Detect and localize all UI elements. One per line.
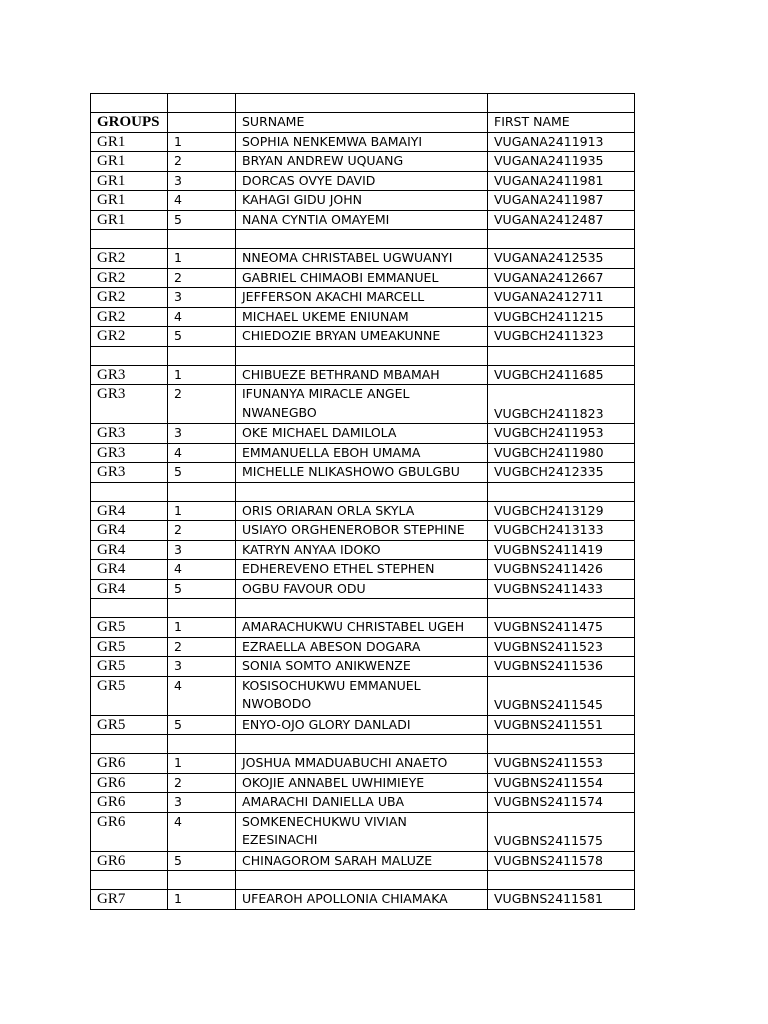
group-cell: GR1 (91, 132, 168, 152)
group-cell: GR2 (91, 327, 168, 347)
number-cell: 1 (168, 249, 236, 269)
header-groups: GROUPS (91, 113, 168, 133)
empty-cell (236, 735, 488, 754)
table-body (91, 94, 635, 910)
surname-cell: KOSISOCHUKWU EMMANUEL NWOBODO (236, 676, 488, 715)
table-row (91, 540, 635, 560)
table-row (91, 890, 635, 910)
first-name-cell: VUGANA2412711 (488, 288, 635, 308)
table-row (91, 268, 635, 288)
first-name-cell: VUGBNS2411578 (488, 851, 635, 871)
surname-cell: EDHEREVENO ETHEL STEPHEN (236, 560, 488, 580)
surname-cell: AMARACHUKWU CHRISTABEL UGEH (236, 618, 488, 638)
empty-cell (488, 871, 635, 890)
number-cell: 2 (168, 521, 236, 541)
spacer-row (91, 346, 635, 365)
group-cell: GR3 (91, 463, 168, 483)
empty-cell (168, 599, 236, 618)
surname-cell: CHIBUEZE BETHRAND MBAMAH (236, 365, 488, 385)
table-row (91, 851, 635, 871)
empty-cell (168, 482, 236, 501)
number-cell: 2 (168, 268, 236, 288)
surname-cell: NNEOMA CHRISTABEL UGWUANYI (236, 249, 488, 269)
empty-cell (91, 230, 168, 249)
number-cell: 4 (168, 191, 236, 211)
surname-cell: EZRAELLA ABESON DOGARA (236, 637, 488, 657)
surname-cell: OGBU FAVOUR ODU (236, 579, 488, 599)
empty-cell (91, 599, 168, 618)
surname-cell: CHINAGOROM SARAH MALUZE (236, 851, 488, 871)
group-cell: GR3 (91, 365, 168, 385)
empty-cell (236, 871, 488, 890)
surname-cell: NANA CYNTIA OMAYEMI (236, 210, 488, 230)
surname-cell: MICHAEL UKEME ENIUNAM (236, 307, 488, 327)
number-cell: 2 (168, 385, 236, 424)
empty-cell (91, 94, 168, 113)
header-first-name: FIRST NAME (488, 113, 635, 133)
group-cell: GR1 (91, 171, 168, 191)
first-name-cell: VUGBCH2411953 (488, 424, 635, 444)
table-row (91, 385, 635, 424)
group-cell: GR2 (91, 268, 168, 288)
surname-cell: ORIS ORIARAN ORLA SKYLA (236, 501, 488, 521)
group-cell: GR4 (91, 521, 168, 541)
number-cell: 1 (168, 365, 236, 385)
table-row (91, 191, 635, 211)
first-name-cell: VUGBNS2411545 (488, 676, 635, 715)
first-name-cell: VUGANA2411913 (488, 132, 635, 152)
spacer-row (91, 735, 635, 754)
group-cell: GR5 (91, 715, 168, 735)
number-cell: 2 (168, 152, 236, 172)
empty-cell (236, 94, 488, 113)
spacer-row (91, 599, 635, 618)
table-row (91, 793, 635, 813)
spacer-row (91, 871, 635, 890)
surname-cell: USIAYO ORGHENEROBOR STEPHINE (236, 521, 488, 541)
surname-cell: DORCAS OVYE DAVID (236, 171, 488, 191)
number-cell: 5 (168, 851, 236, 871)
table-row (91, 501, 635, 521)
group-cell: GR1 (91, 210, 168, 230)
group-cell: GR4 (91, 501, 168, 521)
empty-cell (236, 346, 488, 365)
surname-cell: JEFFERSON AKACHI MARCELL (236, 288, 488, 308)
empty-cell (236, 230, 488, 249)
table-row (91, 288, 635, 308)
surname-cell: AMARACHI DANIELLA UBA (236, 793, 488, 813)
group-cell: GR2 (91, 288, 168, 308)
surname-cell: OKE MICHAEL DAMILOLA (236, 424, 488, 444)
table-row (91, 132, 635, 152)
empty-cell (168, 735, 236, 754)
number-cell: 5 (168, 715, 236, 735)
group-cell: GR6 (91, 793, 168, 813)
group-cell: GR4 (91, 560, 168, 580)
first-name-cell: VUGANA2411987 (488, 191, 635, 211)
surname-cell: KAHAGI GIDU JOHN (236, 191, 488, 211)
empty-cell (91, 346, 168, 365)
table-row (91, 443, 635, 463)
number-cell: 5 (168, 579, 236, 599)
surname-cell: JOSHUA MMADUABUCHI ANAETO (236, 754, 488, 774)
group-cell: GR1 (91, 152, 168, 172)
number-cell: 2 (168, 773, 236, 793)
surname-cell: OKOJIE ANNABEL UWHIMIEYE (236, 773, 488, 793)
table-row (91, 754, 635, 774)
table-row (91, 715, 635, 735)
table-row (91, 657, 635, 677)
first-name-cell: VUGANA2412667 (488, 268, 635, 288)
group-cell: GR6 (91, 851, 168, 871)
number-cell: 3 (168, 540, 236, 560)
surname-cell: BRYAN ANDREW UQUANG (236, 152, 488, 172)
number-cell: 4 (168, 443, 236, 463)
surname-cell: CHIEDOZIE BRYAN UMEAKUNNE (236, 327, 488, 347)
surname-cell: MICHELLE NLIKASHOWO GBULGBU (236, 463, 488, 483)
empty-cell (488, 346, 635, 365)
first-name-cell: VUGBCH2411323 (488, 327, 635, 347)
surname-cell: SONIA SOMTO ANIKWENZE (236, 657, 488, 677)
empty-cell (91, 871, 168, 890)
empty-cell (236, 482, 488, 501)
empty-cell (488, 94, 635, 113)
surname-cell: SOMKENECHUKWU VIVIAN EZESINACHI (236, 812, 488, 851)
surname-cell: UFEAROH APOLLONIA CHIAMAKA (236, 890, 488, 910)
first-name-cell: VUGBNS2411475 (488, 618, 635, 638)
first-name-cell: VUGBNS2411553 (488, 754, 635, 774)
number-cell: 4 (168, 560, 236, 580)
number-cell: 1 (168, 890, 236, 910)
empty-cell (168, 871, 236, 890)
empty-cell (488, 230, 635, 249)
table-row (91, 637, 635, 657)
first-name-cell: VUGBNS2411426 (488, 560, 635, 580)
group-cell: GR6 (91, 773, 168, 793)
first-name-cell: VUGANA2412535 (488, 249, 635, 269)
table-row (91, 327, 635, 347)
group-cell: GR3 (91, 424, 168, 444)
surname-cell: GABRIEL CHIMAOBI EMMANUEL (236, 268, 488, 288)
first-name-cell: VUGBCH2411980 (488, 443, 635, 463)
table-row (91, 424, 635, 444)
first-name-cell: VUGBNS2411581 (488, 890, 635, 910)
first-name-cell: VUGBCH2411215 (488, 307, 635, 327)
header-row (91, 113, 635, 133)
number-cell: 5 (168, 327, 236, 347)
number-cell: 1 (168, 618, 236, 638)
surname-cell: ENYO-OJO GLORY DANLADI (236, 715, 488, 735)
number-cell: 5 (168, 210, 236, 230)
empty-cell (236, 599, 488, 618)
group-cell: GR6 (91, 754, 168, 774)
empty-cell (488, 482, 635, 501)
empty-cell (488, 599, 635, 618)
first-name-cell: VUGBNS2411574 (488, 793, 635, 813)
spacer-row (91, 94, 635, 113)
first-name-cell: VUGBNS2411551 (488, 715, 635, 735)
number-cell: 3 (168, 793, 236, 813)
table-row (91, 249, 635, 269)
group-cell: GR4 (91, 579, 168, 599)
table-row (91, 307, 635, 327)
group-cell: GR7 (91, 890, 168, 910)
empty-cell (91, 482, 168, 501)
table-row (91, 521, 635, 541)
empty-cell (168, 230, 236, 249)
number-cell: 4 (168, 676, 236, 715)
table-row (91, 812, 635, 851)
group-cell: GR6 (91, 812, 168, 851)
number-cell: 2 (168, 637, 236, 657)
number-cell: 3 (168, 657, 236, 677)
table-row (91, 560, 635, 580)
header-surname: SURNAME (236, 113, 488, 133)
empty-cell (168, 94, 236, 113)
first-name-cell: VUGBNS2411575 (488, 812, 635, 851)
first-name-cell: VUGBCH2413133 (488, 521, 635, 541)
spacer-row (91, 482, 635, 501)
header-number (168, 113, 236, 133)
first-name-cell: VUGANA2411981 (488, 171, 635, 191)
group-cell: GR2 (91, 307, 168, 327)
surname-cell: SOPHIA NENKEMWA BAMAIYI (236, 132, 488, 152)
first-name-cell: VUGANA2411935 (488, 152, 635, 172)
table-row (91, 618, 635, 638)
table-row (91, 210, 635, 230)
table-row (91, 365, 635, 385)
group-cell: GR5 (91, 676, 168, 715)
number-cell: 1 (168, 754, 236, 774)
first-name-cell: VUGBCH2413129 (488, 501, 635, 521)
spacer-row (91, 230, 635, 249)
first-name-cell: VUGBNS2411433 (488, 579, 635, 599)
table-row (91, 773, 635, 793)
number-cell: 3 (168, 171, 236, 191)
number-cell: 4 (168, 812, 236, 851)
surname-cell: IFUNANYA MIRACLE ANGEL NWANEGBO (236, 385, 488, 424)
empty-cell (488, 735, 635, 754)
group-cell: GR4 (91, 540, 168, 560)
table-row (91, 463, 635, 483)
number-cell: 3 (168, 424, 236, 444)
first-name-cell: VUGBCH2411823 (488, 385, 635, 424)
group-cell: GR5 (91, 657, 168, 677)
group-roster-table (90, 93, 635, 910)
first-name-cell: VUGBNS2411554 (488, 773, 635, 793)
number-cell: 5 (168, 463, 236, 483)
first-name-cell: VUGBNS2411523 (488, 637, 635, 657)
surname-cell: KATRYN ANYAA IDOKO (236, 540, 488, 560)
group-cell: GR2 (91, 249, 168, 269)
group-cell: GR3 (91, 385, 168, 424)
first-name-cell: VUGANA2412487 (488, 210, 635, 230)
number-cell: 1 (168, 501, 236, 521)
group-cell: GR1 (91, 191, 168, 211)
table-row (91, 579, 635, 599)
surname-cell: EMMANUELLA EBOH UMAMA (236, 443, 488, 463)
first-name-cell: VUGBNS2411536 (488, 657, 635, 677)
table-row (91, 676, 635, 715)
first-name-cell: VUGBCH2411685 (488, 365, 635, 385)
group-cell: GR3 (91, 443, 168, 463)
number-cell: 4 (168, 307, 236, 327)
empty-cell (91, 735, 168, 754)
table-row (91, 171, 635, 191)
empty-cell (168, 346, 236, 365)
table-row (91, 152, 635, 172)
number-cell: 3 (168, 288, 236, 308)
group-cell: GR5 (91, 618, 168, 638)
group-cell: GR5 (91, 637, 168, 657)
first-name-cell: VUGBCH2412335 (488, 463, 635, 483)
number-cell: 1 (168, 132, 236, 152)
first-name-cell: VUGBNS2411419 (488, 540, 635, 560)
